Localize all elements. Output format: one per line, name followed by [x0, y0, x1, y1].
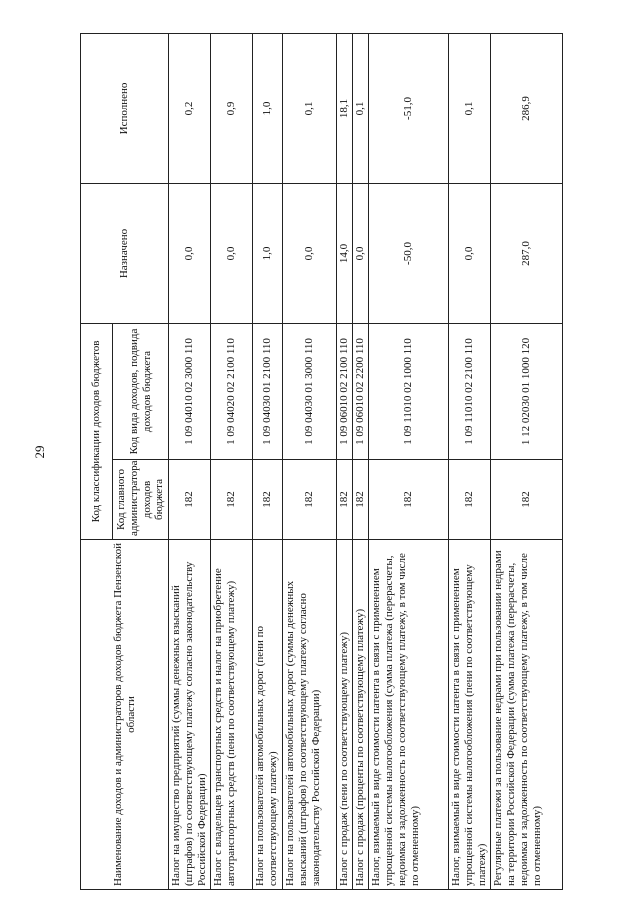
table-row	[211, 34, 253, 890]
row-admin-code: 182	[211, 460, 253, 540]
row-name: Налог с продаж (пени по соответствующему платежу)	[337, 540, 353, 890]
table-row	[253, 34, 283, 890]
row-name: Налог, взимаемый в виде стоимости патента в связи с применением упрощенной системы налогообложения (пени по соответствующему платежу)	[449, 540, 491, 890]
row-executed: 1,0	[253, 34, 283, 184]
row-assigned: 287,0	[491, 184, 563, 324]
row-admin-code: 182	[169, 460, 211, 540]
row-income-code: 1 12 02030 01 1000 120	[491, 324, 563, 460]
row-income-code: 1 09 04020 02 2100 110	[211, 324, 253, 460]
header-admin-code: Код главного администратора доходов бюджета	[113, 460, 169, 540]
row-admin-code: 182	[369, 460, 449, 540]
row-name: Налог с продаж (проценты по соответствующему платежу)	[353, 540, 369, 890]
row-assigned: 0,0	[449, 184, 491, 324]
row-name: Налог на пользователей автомобильных дорог (пени по соответствующему платежу)	[253, 540, 283, 890]
table-row	[169, 34, 211, 890]
row-executed: 0,9	[211, 34, 253, 184]
row-name: Регулярные платежи за пользование недрами при пользовании недрами на территории Российской Федерации (сумма платежа (перерасчеты, недоимка и задолженность по соответствующему платежу, в том числе по отмененному)	[491, 540, 563, 890]
row-executed: 0,1	[353, 34, 369, 184]
header-name: Наименование доходов и администраторов доходов бюджета Пензенской области	[81, 540, 169, 890]
row-assigned: 0,0	[169, 184, 211, 324]
row-executed: 286,9	[491, 34, 563, 184]
row-executed: 18,1	[337, 34, 353, 184]
rotated-table-container	[80, 34, 543, 890]
table-row	[337, 34, 353, 890]
row-assigned: 0,0	[283, 184, 337, 324]
table-row	[369, 34, 449, 890]
row-name: Налог, взимаемый в виде стоимости патента в связи с применением упрощенной системы налогообложения (сумма платежа (перерасчеты, недоимка и задолженность по соответствующему платежу, в том числе по отмененному)	[369, 540, 449, 890]
row-admin-code: 182	[283, 460, 337, 540]
header-income-code: Код вида доходов, подвида доходов бюджета	[113, 324, 169, 460]
page-number: 29	[32, 445, 47, 459]
table-row	[491, 34, 563, 890]
revenue-table	[80, 33, 563, 890]
row-admin-code: 182	[449, 460, 491, 540]
row-assigned: 1,0	[253, 184, 283, 324]
header-assigned: Назначено	[81, 184, 169, 324]
row-admin-code: 182	[253, 460, 283, 540]
row-executed: 0,1	[283, 34, 337, 184]
row-income-code: 1 09 06010 02 2100 110	[337, 324, 353, 460]
row-income-code: 1 09 04030 01 3000 110	[283, 324, 337, 460]
row-income-code: 1 09 11010 02 2100 110	[449, 324, 491, 460]
row-assigned: 14,0	[337, 184, 353, 324]
row-name: Налог с владельцев транспортных средств и налог на приобретение автотранспортных средств (пени по соответствующему платежу)	[211, 540, 253, 890]
table-row	[283, 34, 337, 890]
row-executed: 0,2	[169, 34, 211, 184]
row-admin-code: 182	[337, 460, 353, 540]
row-admin-code: 182	[353, 460, 369, 540]
row-assigned: 0,0	[353, 184, 369, 324]
row-income-code: 1 09 11010 02 1000 110	[369, 324, 449, 460]
row-assigned: 0,0	[211, 184, 253, 324]
row-admin-code: 182	[491, 460, 563, 540]
row-income-code: 1 09 04010 02 3000 110	[169, 324, 211, 460]
row-name: Налог на имущество предприятий (суммы денежных взысканий (штрафов) по соответствующему платежу согласно законодательству Российской Федерации)	[169, 540, 211, 890]
row-executed: 0,1	[449, 34, 491, 184]
row-income-code: 1 09 04030 01 2100 110	[253, 324, 283, 460]
header-executed: Исполнено	[81, 34, 169, 184]
row-assigned: -50,0	[369, 184, 449, 324]
row-executed: -51,0	[369, 34, 449, 184]
row-name: Налог на пользователей автомобильных дорог (суммы денежных взысканий (штрафов) по соответствующему платежу согласно законодательству Российской Федерации)	[283, 540, 337, 890]
row-income-code: 1 09 06010 02 2200 110	[353, 324, 369, 460]
table-row	[449, 34, 491, 890]
header-classification: Код классификации доходов бюджетов	[81, 324, 113, 540]
table-row	[353, 34, 369, 890]
